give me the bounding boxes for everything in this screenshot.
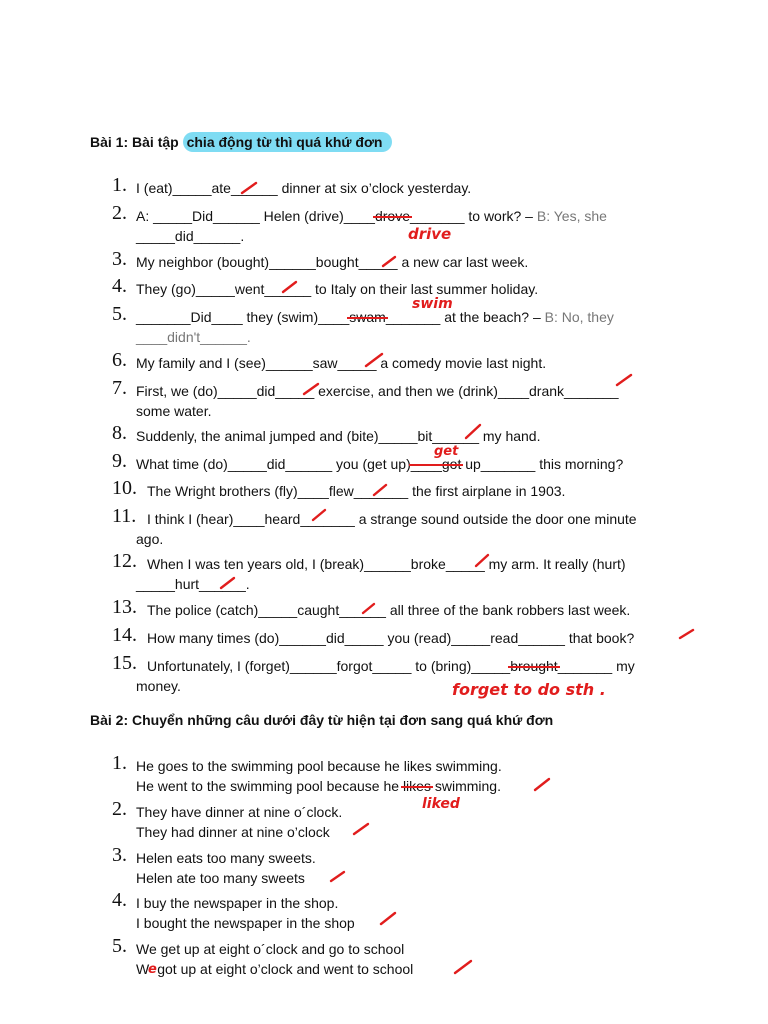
item-number: 4.	[112, 275, 127, 297]
item-number: 3.	[112, 844, 127, 866]
ex2-item-1	[112, 752, 692, 796]
annotation-forget-note: forget to do sth .	[452, 680, 606, 699]
ex2-item-5	[112, 935, 692, 979]
ex1-item-12	[112, 550, 692, 594]
ex2-item-3	[112, 844, 692, 888]
item-number: 7.	[112, 377, 127, 399]
exercise-1-title-prefix: Bài 1: Bài tập	[90, 134, 179, 150]
item-text: _______ at the beach? –	[385, 309, 545, 325]
item-answer: Helen ate too many sweets	[136, 870, 305, 886]
item-text: _______ the first airplane in 1903.	[353, 483, 566, 499]
item-answer: got up at eight o’clock and went to school	[157, 961, 414, 977]
item-answer: swimming.	[430, 778, 501, 794]
ex1-item-2	[112, 202, 692, 246]
ex2-item-4	[112, 889, 692, 933]
item-text: The police (catch)_____caught	[147, 602, 340, 618]
item-number: 6.	[112, 349, 127, 371]
item-answer: They had dinner at nine o’clock	[136, 824, 330, 840]
item-question: He goes to the swimming pool because he likes swimming.	[136, 758, 502, 774]
ex1-item-4	[112, 275, 692, 299]
item-number: 1.	[112, 174, 127, 196]
item-number: 13.	[112, 596, 137, 618]
item-text: up_______ this morning?	[461, 456, 624, 472]
ex1-item-6	[112, 349, 692, 373]
item-number: 10.	[112, 477, 137, 499]
item-text: They (go)_____went	[136, 281, 265, 297]
ex1-item-7	[112, 377, 692, 421]
item-number: 4.	[112, 889, 127, 911]
item-text: My family and I (see)______saw	[136, 355, 338, 371]
item-text-reply: B: Yes, she	[536, 208, 607, 224]
item-text: Unfortunately, I (forget)______forgot_____ to (bring)_____	[147, 658, 511, 674]
struck-answer: drove	[374, 208, 410, 224]
item-text: _____ my arm. It really (hurt)	[445, 556, 626, 572]
item-text: First, we (do)_____did	[136, 383, 276, 399]
item-text: _______	[564, 383, 619, 399]
item-text: How many times (do)______did_____ you (read)_____read______ that book?	[147, 630, 635, 646]
ex2-item-2	[112, 798, 692, 842]
item-text: _____hurt______.	[136, 576, 250, 592]
item-number: 3.	[112, 248, 127, 270]
item-text: I (eat)_____ate	[136, 180, 231, 196]
annotation-get: get	[434, 444, 459, 459]
item-text: ______ to Italy on their last summer holiday.	[264, 281, 539, 297]
item-text: I think I (hear)____heard	[147, 511, 301, 527]
item-text: _______Did____ they (swim)____	[136, 309, 350, 325]
item-text-reply: B: No, they	[544, 309, 614, 325]
struck-answer: brought	[510, 658, 558, 674]
annotation-swim: swim	[412, 296, 453, 312]
item-question: We get up at eight o´clock and go to school	[136, 941, 405, 957]
item-text: _______ a strange sound outside the door one minute	[300, 511, 637, 527]
item-answer: He went to the swimming pool because he	[136, 778, 403, 794]
item-text: _____ exercise, and then we (drink)____drank	[275, 383, 565, 399]
item-text: My neighbor (bought)______bought	[136, 254, 359, 270]
ex1-item-5	[112, 303, 692, 347]
item-number: 12.	[112, 550, 137, 572]
item-text: The Wright brothers (fly)____flew	[147, 483, 354, 499]
ex1-item-14	[112, 624, 692, 648]
item-text: Suddenly, the animal jumped and (bite)_____bit	[136, 428, 433, 444]
item-number: 2.	[112, 798, 127, 820]
item-text: _____ a new car last week.	[358, 254, 529, 270]
item-text: What time (do)_____did______ you (get up)	[136, 456, 411, 472]
exercise-1-title-highlight: chia động từ thì quá khứ đơn	[183, 132, 393, 152]
item-answer: W	[136, 961, 150, 977]
item-text: _______ to work? –	[409, 208, 537, 224]
item-text: _____did______.	[136, 228, 245, 244]
struck-answer: swam	[349, 309, 386, 325]
item-text: ______ my hand.	[432, 428, 541, 444]
ex1-item-9	[112, 450, 692, 474]
item-text: ____didn't______.	[136, 329, 251, 345]
item-number: 1.	[112, 752, 127, 774]
item-text: _____ a comedy movie last night.	[337, 355, 547, 371]
item-number: 8.	[112, 422, 127, 444]
annotation-drive: drive	[408, 225, 452, 243]
item-number: 15.	[112, 652, 137, 674]
item-text: some water.	[136, 403, 212, 419]
item-number: 14.	[112, 624, 137, 646]
exercise-1-title	[90, 134, 392, 150]
item-number: 5.	[112, 935, 127, 957]
item-text: ______ dinner at six o’clock yesterday.	[230, 180, 472, 196]
item-number: 9.	[112, 450, 127, 472]
annotation-e: e	[148, 962, 157, 977]
item-text: _______ my	[557, 658, 635, 674]
item-question: They have dinner at nine o´clock.	[136, 804, 343, 820]
annotation-liked: liked	[422, 796, 460, 812]
exercise-2-title: Bài 2: Chuyển những câu dưới đây từ hiện tại đơn sang quá khứ đơn	[90, 712, 554, 728]
item-text: money.	[136, 678, 181, 694]
struck-answer: ____got	[410, 456, 462, 472]
item-question: Helen eats too many sweets.	[136, 850, 316, 866]
item-number: 2.	[112, 202, 127, 224]
item-text: When I was ten years old, I (break)______broke	[147, 556, 446, 572]
struck-answer: likes	[402, 778, 431, 794]
item-text: A: _____Did______ Helen (drive)____	[136, 208, 375, 224]
item-text: ______ all three of the bank robbers last week.	[339, 602, 631, 618]
item-text: ago.	[136, 531, 164, 547]
item-question: I buy the newspaper in the shop.	[136, 895, 339, 911]
ex1-item-10	[112, 477, 692, 501]
ex1-item-11	[112, 505, 692, 549]
item-answer: I bought the newspaper in the shop	[136, 915, 355, 931]
ex1-item-1	[112, 174, 692, 198]
ex1-item-13	[112, 596, 692, 620]
item-number: 5.	[112, 303, 127, 325]
ex1-item-3	[112, 248, 692, 272]
item-number: 11.	[112, 505, 137, 527]
ex1-item-8	[112, 422, 692, 446]
